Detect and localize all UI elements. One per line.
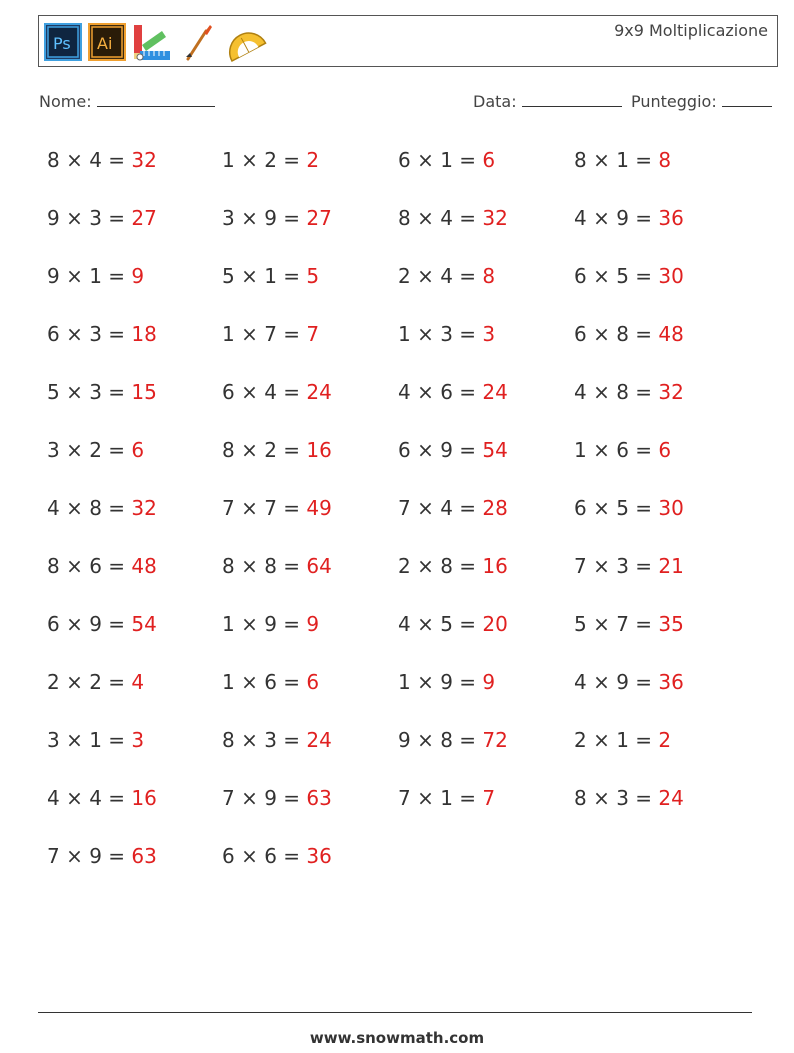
problem-item xyxy=(574,554,684,578)
problem-answer: 8 xyxy=(658,148,672,172)
problem-question: 4 × 9 = xyxy=(574,670,659,694)
problem-item xyxy=(47,844,157,868)
problem-answer: 24 xyxy=(306,380,332,404)
problem-question: 1 × 7 = xyxy=(222,322,307,346)
problem-question: 6 × 1 = xyxy=(398,148,483,172)
problem-item xyxy=(398,322,495,346)
photoshop-icon xyxy=(44,23,82,61)
problem-item xyxy=(222,554,332,578)
brush-icon xyxy=(180,23,216,63)
problem-answer: 2 xyxy=(658,728,672,752)
problem-answer: 48 xyxy=(131,554,157,578)
problem-answer: 32 xyxy=(131,148,157,172)
date-blank[interactable] xyxy=(522,92,622,107)
name-blank[interactable] xyxy=(97,92,215,107)
problem-question: 8 × 2 = xyxy=(222,438,307,462)
problem-answer: 7 xyxy=(306,322,320,346)
problem-answer: 9 xyxy=(306,612,320,636)
ai-text: Ai xyxy=(97,34,113,53)
problem-answer: 24 xyxy=(658,786,684,810)
problem-answer: 54 xyxy=(131,612,157,636)
problem-question: 5 × 1 = xyxy=(222,264,307,288)
problem-answer: 2 xyxy=(306,148,320,172)
problem-item xyxy=(222,206,332,230)
problem-item xyxy=(398,380,508,404)
problem-question: 6 × 9 = xyxy=(398,438,483,462)
problem-question: 1 × 6 = xyxy=(222,670,307,694)
problem-item xyxy=(574,438,671,462)
problem-question: 7 × 1 = xyxy=(398,786,483,810)
problem-item xyxy=(222,670,319,694)
problem-question: 1 × 2 = xyxy=(222,148,307,172)
problem-question: 1 × 9 = xyxy=(222,612,307,636)
problem-question: 2 × 4 = xyxy=(398,264,483,288)
problem-question: 6 × 9 = xyxy=(47,612,132,636)
problem-question: 5 × 3 = xyxy=(47,380,132,404)
problem-item xyxy=(398,728,508,752)
problem-item xyxy=(222,612,319,636)
problem-answer: 30 xyxy=(658,496,684,520)
problem-answer: 32 xyxy=(658,380,684,404)
problem-answer: 16 xyxy=(306,438,332,462)
problem-item xyxy=(574,148,671,172)
footer-url: www.snowmath.com xyxy=(309,1029,485,1047)
problem-item xyxy=(47,206,157,230)
score-field xyxy=(631,92,772,111)
problem-item xyxy=(398,612,508,636)
problem-item xyxy=(574,264,684,288)
problem-answer: 20 xyxy=(482,612,508,636)
problem-answer: 36 xyxy=(306,844,332,868)
problem-answer: 54 xyxy=(482,438,508,462)
problem-answer: 24 xyxy=(306,728,332,752)
problem-answer: 3 xyxy=(131,728,145,752)
problem-item xyxy=(398,438,508,462)
problem-question: 4 × 8 = xyxy=(47,496,132,520)
problem-question: 7 × 3 = xyxy=(574,554,659,578)
problem-question: 8 × 1 = xyxy=(574,148,659,172)
problem-answer: 21 xyxy=(658,554,684,578)
problem-question: 3 × 9 = xyxy=(222,206,307,230)
problem-question: 1 × 6 = xyxy=(574,438,659,462)
problem-item xyxy=(47,438,144,462)
problem-answer: 16 xyxy=(482,554,508,578)
problem-item xyxy=(47,496,157,520)
problem-item xyxy=(574,670,684,694)
problem-item xyxy=(574,786,684,810)
problem-answer: 28 xyxy=(482,496,508,520)
ruler-pencil-icon xyxy=(132,23,172,63)
problem-question: 8 × 8 = xyxy=(222,554,307,578)
problem-question: 7 × 9 = xyxy=(222,786,307,810)
problem-item xyxy=(222,264,319,288)
problem-answer: 48 xyxy=(658,322,684,346)
problem-answer: 4 xyxy=(131,670,145,694)
problem-question: 7 × 7 = xyxy=(222,496,307,520)
problem-question: 6 × 6 = xyxy=(222,844,307,868)
problem-answer: 27 xyxy=(131,206,157,230)
problem-question: 5 × 7 = xyxy=(574,612,659,636)
problem-answer: 24 xyxy=(482,380,508,404)
problem-item xyxy=(222,728,332,752)
problem-item xyxy=(398,206,508,230)
problem-question: 7 × 9 = xyxy=(47,844,132,868)
problem-answer: 35 xyxy=(658,612,684,636)
problem-item xyxy=(47,728,144,752)
problem-item xyxy=(47,264,144,288)
date-label: Data: xyxy=(473,92,517,111)
problem-question: 9 × 1 = xyxy=(47,264,132,288)
problem-item xyxy=(398,786,495,810)
protractor-icon xyxy=(222,23,268,63)
problem-question: 8 × 6 = xyxy=(47,554,132,578)
score-blank[interactable] xyxy=(722,92,772,107)
problem-item xyxy=(398,264,495,288)
problem-item xyxy=(574,206,684,230)
problem-item xyxy=(398,670,495,694)
problem-item xyxy=(222,786,332,810)
problem-item xyxy=(222,380,332,404)
problem-answer: 49 xyxy=(306,496,332,520)
problem-item xyxy=(574,380,684,404)
problem-question: 3 × 2 = xyxy=(47,438,132,462)
problem-item xyxy=(222,438,332,462)
problem-question: 8 × 3 = xyxy=(574,786,659,810)
problem-item xyxy=(398,496,508,520)
problem-item xyxy=(398,554,508,578)
name-label: Nome: xyxy=(39,92,92,111)
problem-item xyxy=(47,380,157,404)
problem-answer: 9 xyxy=(482,670,496,694)
problem-answer: 30 xyxy=(658,264,684,288)
problem-question: 1 × 9 = xyxy=(398,670,483,694)
problem-question: 3 × 1 = xyxy=(47,728,132,752)
problem-answer: 36 xyxy=(658,670,684,694)
problem-item xyxy=(574,496,684,520)
worksheet-header xyxy=(38,15,778,67)
problem-question: 7 × 4 = xyxy=(398,496,483,520)
problem-item xyxy=(222,496,332,520)
problem-question: 6 × 5 = xyxy=(574,264,659,288)
problem-question: 2 × 1 = xyxy=(574,728,659,752)
problem-item xyxy=(222,148,319,172)
problem-answer: 18 xyxy=(131,322,157,346)
problem-question: 6 × 8 = xyxy=(574,322,659,346)
problem-answer: 36 xyxy=(658,206,684,230)
date-field xyxy=(473,92,622,111)
problem-question: 8 × 4 = xyxy=(398,206,483,230)
problem-answer: 63 xyxy=(131,844,157,868)
problem-question: 4 × 6 = xyxy=(398,380,483,404)
problem-answer: 72 xyxy=(482,728,508,752)
problem-question: 6 × 5 = xyxy=(574,496,659,520)
problem-question: 9 × 3 = xyxy=(47,206,132,230)
problem-answer: 16 xyxy=(131,786,157,810)
problem-question: 4 × 9 = xyxy=(574,206,659,230)
ps-text: Ps xyxy=(53,34,71,53)
name-field xyxy=(39,92,215,111)
problem-answer: 9 xyxy=(131,264,145,288)
problem-answer: 6 xyxy=(306,670,320,694)
problem-item xyxy=(222,322,319,346)
problem-question: 4 × 8 = xyxy=(574,380,659,404)
problem-item xyxy=(47,322,157,346)
problem-answer: 5 xyxy=(306,264,320,288)
problem-question: 2 × 2 = xyxy=(47,670,132,694)
problem-question: 4 × 4 = xyxy=(47,786,132,810)
problem-question: 6 × 4 = xyxy=(222,380,307,404)
problem-item xyxy=(47,554,157,578)
problem-question: 8 × 3 = xyxy=(222,728,307,752)
problem-item xyxy=(574,612,684,636)
problem-answer: 15 xyxy=(131,380,157,404)
problem-item xyxy=(222,844,332,868)
problem-answer: 64 xyxy=(306,554,332,578)
problem-answer: 6 xyxy=(131,438,145,462)
problem-answer: 8 xyxy=(482,264,496,288)
problem-question: 2 × 8 = xyxy=(398,554,483,578)
problem-answer: 7 xyxy=(482,786,496,810)
problem-question: 9 × 8 = xyxy=(398,728,483,752)
problem-answer: 6 xyxy=(482,148,496,172)
worksheet-title: 9x9 Moltiplicazione xyxy=(614,21,768,40)
problem-question: 4 × 5 = xyxy=(398,612,483,636)
problem-question: 6 × 3 = xyxy=(47,322,132,346)
problem-answer: 32 xyxy=(482,206,508,230)
illustrator-icon xyxy=(88,23,126,61)
problem-item xyxy=(574,728,671,752)
problem-item xyxy=(47,612,157,636)
problem-answer: 27 xyxy=(306,206,332,230)
problem-answer: 63 xyxy=(306,786,332,810)
problem-item xyxy=(398,148,495,172)
problem-answer: 6 xyxy=(658,438,672,462)
problem-item xyxy=(47,148,157,172)
score-label: Punteggio: xyxy=(631,92,717,111)
footer-divider xyxy=(38,1012,752,1013)
problem-answer: 3 xyxy=(482,322,496,346)
problem-answer: 32 xyxy=(131,496,157,520)
problem-question: 1 × 3 = xyxy=(398,322,483,346)
problem-item xyxy=(47,786,157,810)
problem-question: 8 × 4 = xyxy=(47,148,132,172)
problem-item xyxy=(574,322,684,346)
problem-item xyxy=(47,670,144,694)
